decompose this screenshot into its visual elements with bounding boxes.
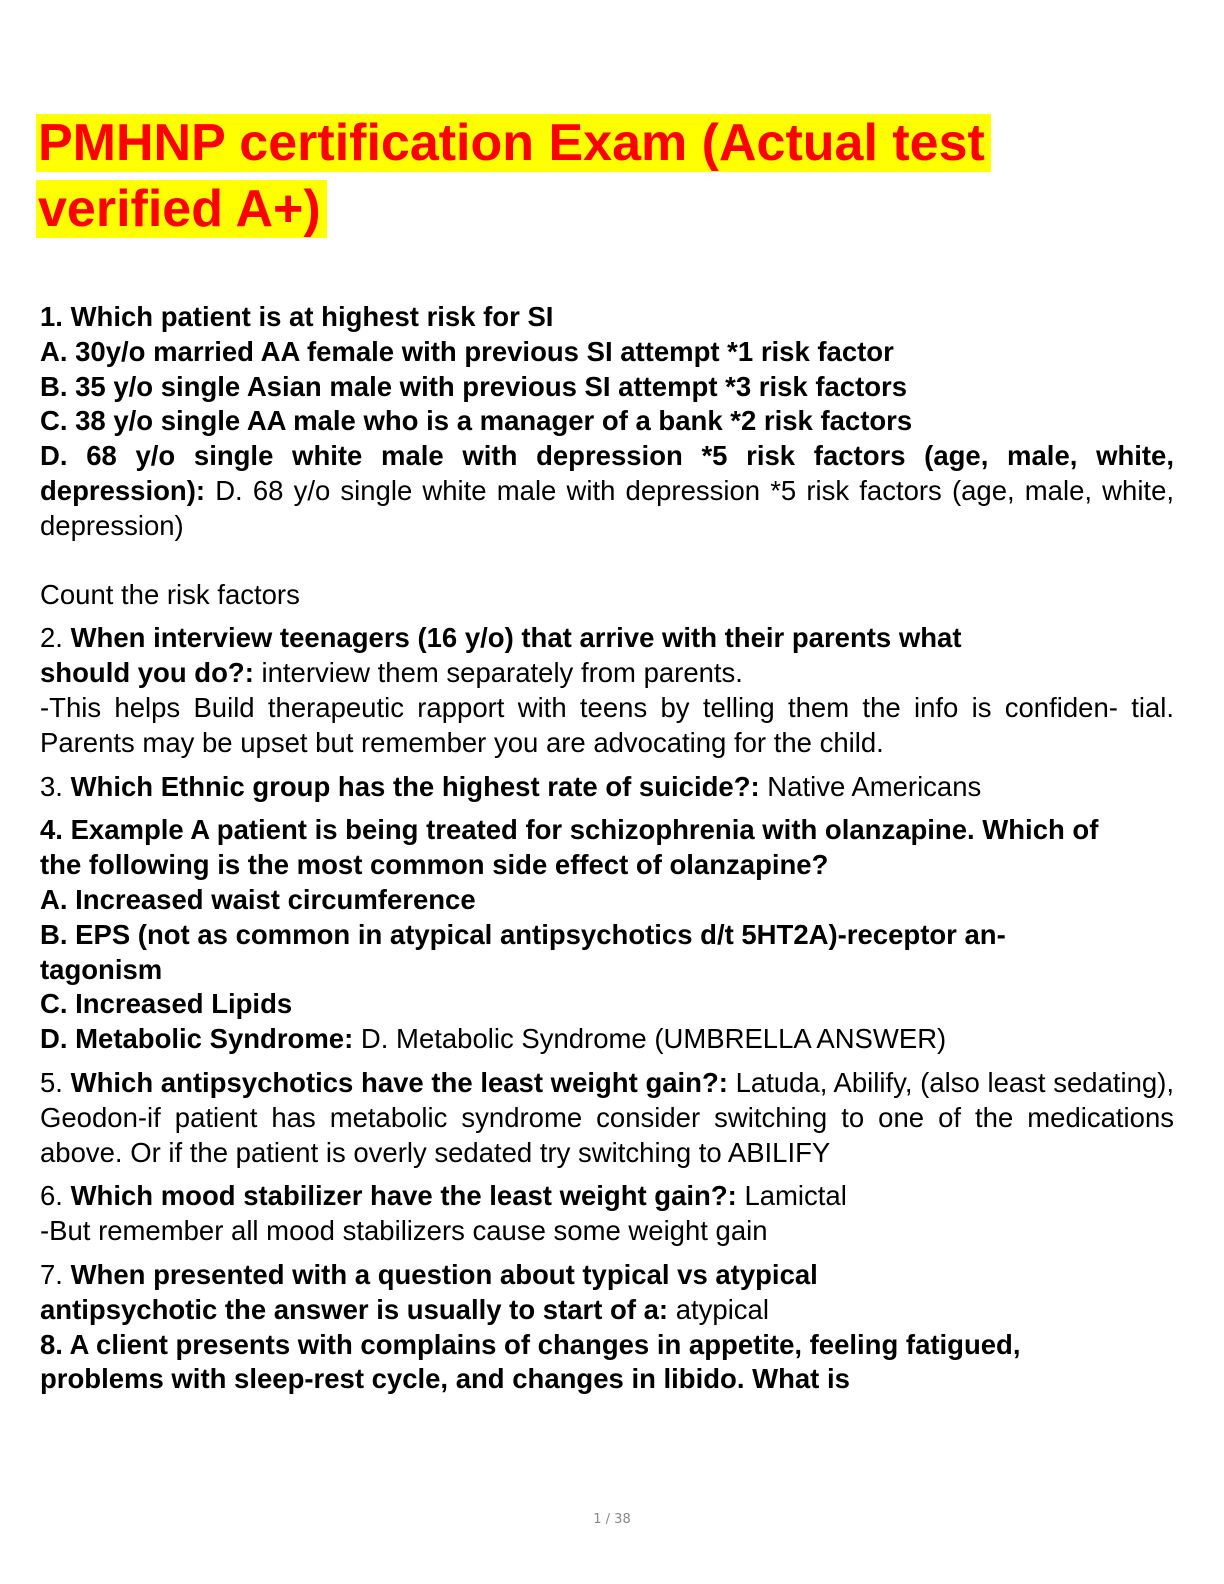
question-5-number: 5.: [40, 1066, 63, 1098]
question-4-option-d: D. Metabolic Syndrome:: [40, 1023, 354, 1055]
question-6-note: -But remember all mood stabilizers cause some weight gain: [40, 1215, 768, 1247]
question-2-number: 2.: [40, 622, 63, 654]
question-7-text: When presented with a question about typical vs atypical antipsychotic the answer is usually to start of a:: [40, 1258, 818, 1325]
question-5-answer: Latuda, Abilify, (also least sedating), Geodon-if patient has metabolic syndrome consider switching to one of the medications above. Or if the patient is overly sedated try switching to ABILIFY: [40, 1066, 1175, 1168]
question-7-answer: atypical: [675, 1293, 769, 1325]
question-1-text: 1. Which patient is at highest risk for SI: [40, 301, 554, 332]
question-7-paragraph: [40, 1258, 940, 1328]
document-body: [40, 300, 1174, 1397]
question-6-answer: Lamictal: [744, 1180, 847, 1212]
question-6-text: Which mood stabilizer have the least weight gain?:: [70, 1180, 737, 1212]
question-6-number: 6.: [40, 1180, 63, 1212]
question-8-text: 8. A client presents with complains of changes in appetite, feeling fatigued, problems with sleep-rest cycle, and changes in libido. What is: [40, 1328, 1021, 1395]
question-1-note: Count the risk factors: [40, 578, 300, 610]
question-4-answer: D. Metabolic Syndrome (UMBRELLA ANSWER): [360, 1023, 947, 1055]
page-indicator: 1 / 38: [593, 1512, 631, 1527]
question-5-text: Which antipsychotics have the least weight gain?:: [70, 1066, 728, 1098]
question-4-option-b: B. EPS (not as common in atypical antipsychotics d/t 5HT2A)-receptor an- tagonism: [40, 918, 1006, 985]
question-1-answer: D. 68 y/o single white male with depression *5 risk factors (age, male, white, depression): [40, 474, 1175, 541]
question-4-option-a: A. Increased waist circumference: [40, 883, 476, 915]
question-6-paragraph: [40, 1179, 1174, 1214]
question-2-paragraph: [40, 621, 1030, 691]
question-5-paragraph: [40, 1066, 1174, 1170]
question-4-block: [40, 813, 1174, 1057]
question-3-text: Which Ethnic group has the highest rate of suicide?:: [70, 770, 760, 802]
question-3-number: 3.: [40, 770, 63, 802]
question-1-option-a: A. 30y/o married AA female with previous SI attempt *1 risk factor: [40, 335, 894, 367]
question-3-paragraph: [40, 770, 1174, 805]
question-2-note: -This helps Build therapeutic rapport with teens by telling them the info is confiden- tial. Parents may be upset but remember you are advocating for the child.: [40, 691, 1174, 758]
title-highlight: PMHNP certification Exam (Actual test verified A+): [36, 114, 991, 238]
question-2-text: When interview teenagers (16 y/o) that arrive with their parents what should you do?:: [40, 622, 962, 689]
question-1-option-d-paragraph: [40, 439, 1174, 543]
question-4-option-c: C. Increased Lipids: [40, 988, 293, 1020]
document-title: [36, 110, 1076, 242]
question-4-text: 4. Example A patient is being treated for schizophrenia with olanzapine. Which of the following is the most common side effect of olanzapine?: [40, 814, 1099, 881]
question-4-option-d-paragraph: [40, 1022, 1174, 1057]
question-1-option-c: C. 38 y/o single AA male who is a manager of a bank *2 risk factors: [40, 405, 913, 437]
question-2-answer: interview them separately from parents.: [261, 657, 743, 689]
question-1-option-d: D. 68 y/o single white male with depression *5 risk factors (age, male, white, depression):: [40, 440, 1174, 506]
question-6-block: [40, 1179, 1174, 1249]
question-1-option-b: B. 35 y/o single Asian male with previous SI attempt *3 risk factors: [40, 370, 908, 402]
question-7-number: 7.: [40, 1258, 63, 1290]
question-2-block: [40, 621, 1174, 760]
question-1-block: [40, 300, 1174, 612]
question-3-answer: Native Americans: [767, 770, 982, 802]
